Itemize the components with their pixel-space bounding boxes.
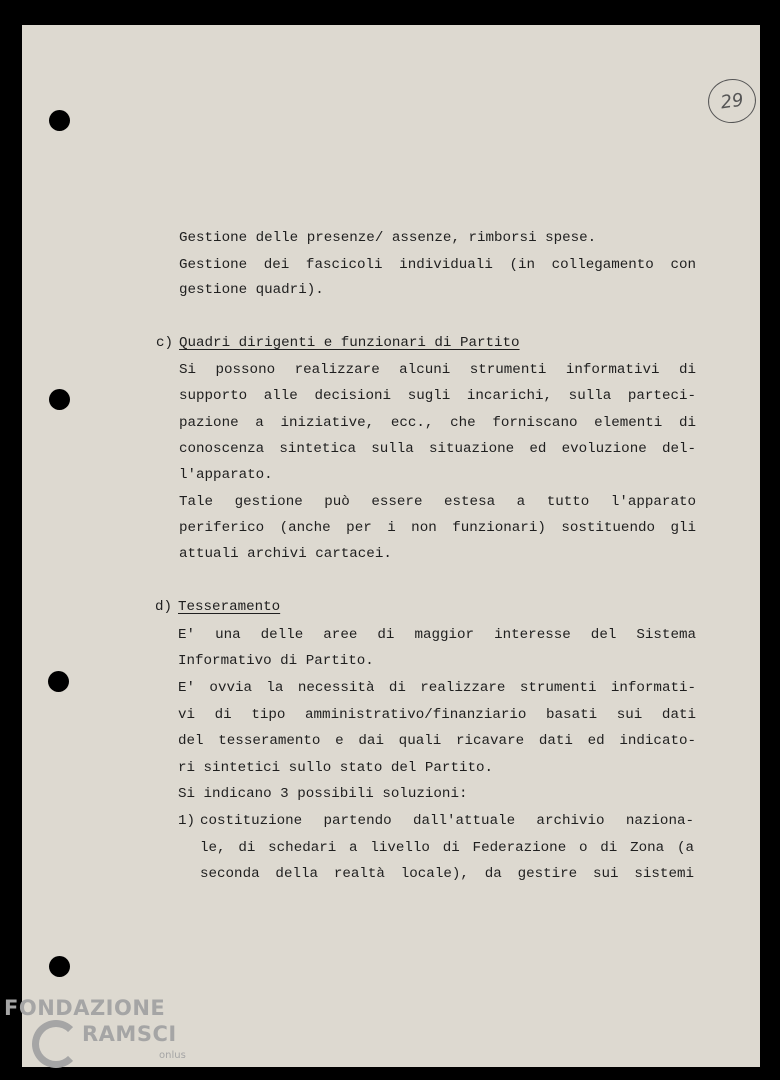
text-line: gestione quadri). [179,282,324,298]
text-line: costituzione partendo dall'attuale archivio naziona- [200,813,694,829]
text-line: vi di tipo amministrativo/finanziario basati sui dati [178,707,696,723]
section-d-title: Tesseramento [178,599,281,615]
page-number: 29 [705,76,759,126]
watermark-line1: FONDAZIONE [4,996,166,1020]
section-d-marker: d) [155,599,173,615]
punch-hole [48,671,69,692]
section-c-marker: c) [156,335,174,351]
text-line: pazione a iniziative, ecc., che forniscano elementi di [179,415,696,431]
text-line: Gestione dei fascicoli individuali (in collegamento con [179,257,696,273]
item-1-marker: 1) [178,813,196,829]
text-line: Si possono realizzare alcuni strumenti informativi di [179,362,696,378]
punch-hole [49,389,70,410]
text-line: l'apparato. [179,467,273,483]
watermark-line3: onlus [159,1050,186,1061]
punch-hole [49,956,70,977]
text-line: le, di schedari a livello di Federazione o di Zona (a [200,840,694,856]
text-line: periferico (anche per i non funzionari) sostituendo gli [179,520,696,536]
watermark-line2: RAMSCI [82,1022,177,1046]
text-line: E' una delle aree di maggior interesse del Sistema [178,627,696,643]
section-c-title: Quadri dirigenti e funzionari di Partito [179,335,520,351]
text-line: Si indicano 3 possibili soluzioni: [178,786,468,802]
text-line: del tesseramento e dai quali ricavare dati ed indicato- [178,733,696,749]
text-line: Tale gestione può essere estesa a tutto l'apparato [179,494,696,510]
text-line: conoscenza sintetica sulla situazione ed evoluzione del- [179,441,696,457]
text-line: supporto alle decisioni sugli incarichi, sulla parteci- [179,388,696,404]
document-page [22,25,760,1067]
text-line: Informativo di Partito. [178,653,374,669]
watermark-logo [4,996,186,1061]
punch-hole [49,110,70,131]
text-line: E' ovvia la necessità di realizzare strumenti informati- [178,680,696,696]
text-line: ri sintetici sullo stato del Partito. [178,760,494,776]
text-line: attuali archivi cartacei. [179,546,392,562]
text-line: Gestione delle presenze/ assenze, rimborsi spese. [179,230,597,246]
watermark-g-mark [32,1020,80,1068]
text-line: seconda della realtà locale), da gestire sui sistemi [200,866,694,882]
